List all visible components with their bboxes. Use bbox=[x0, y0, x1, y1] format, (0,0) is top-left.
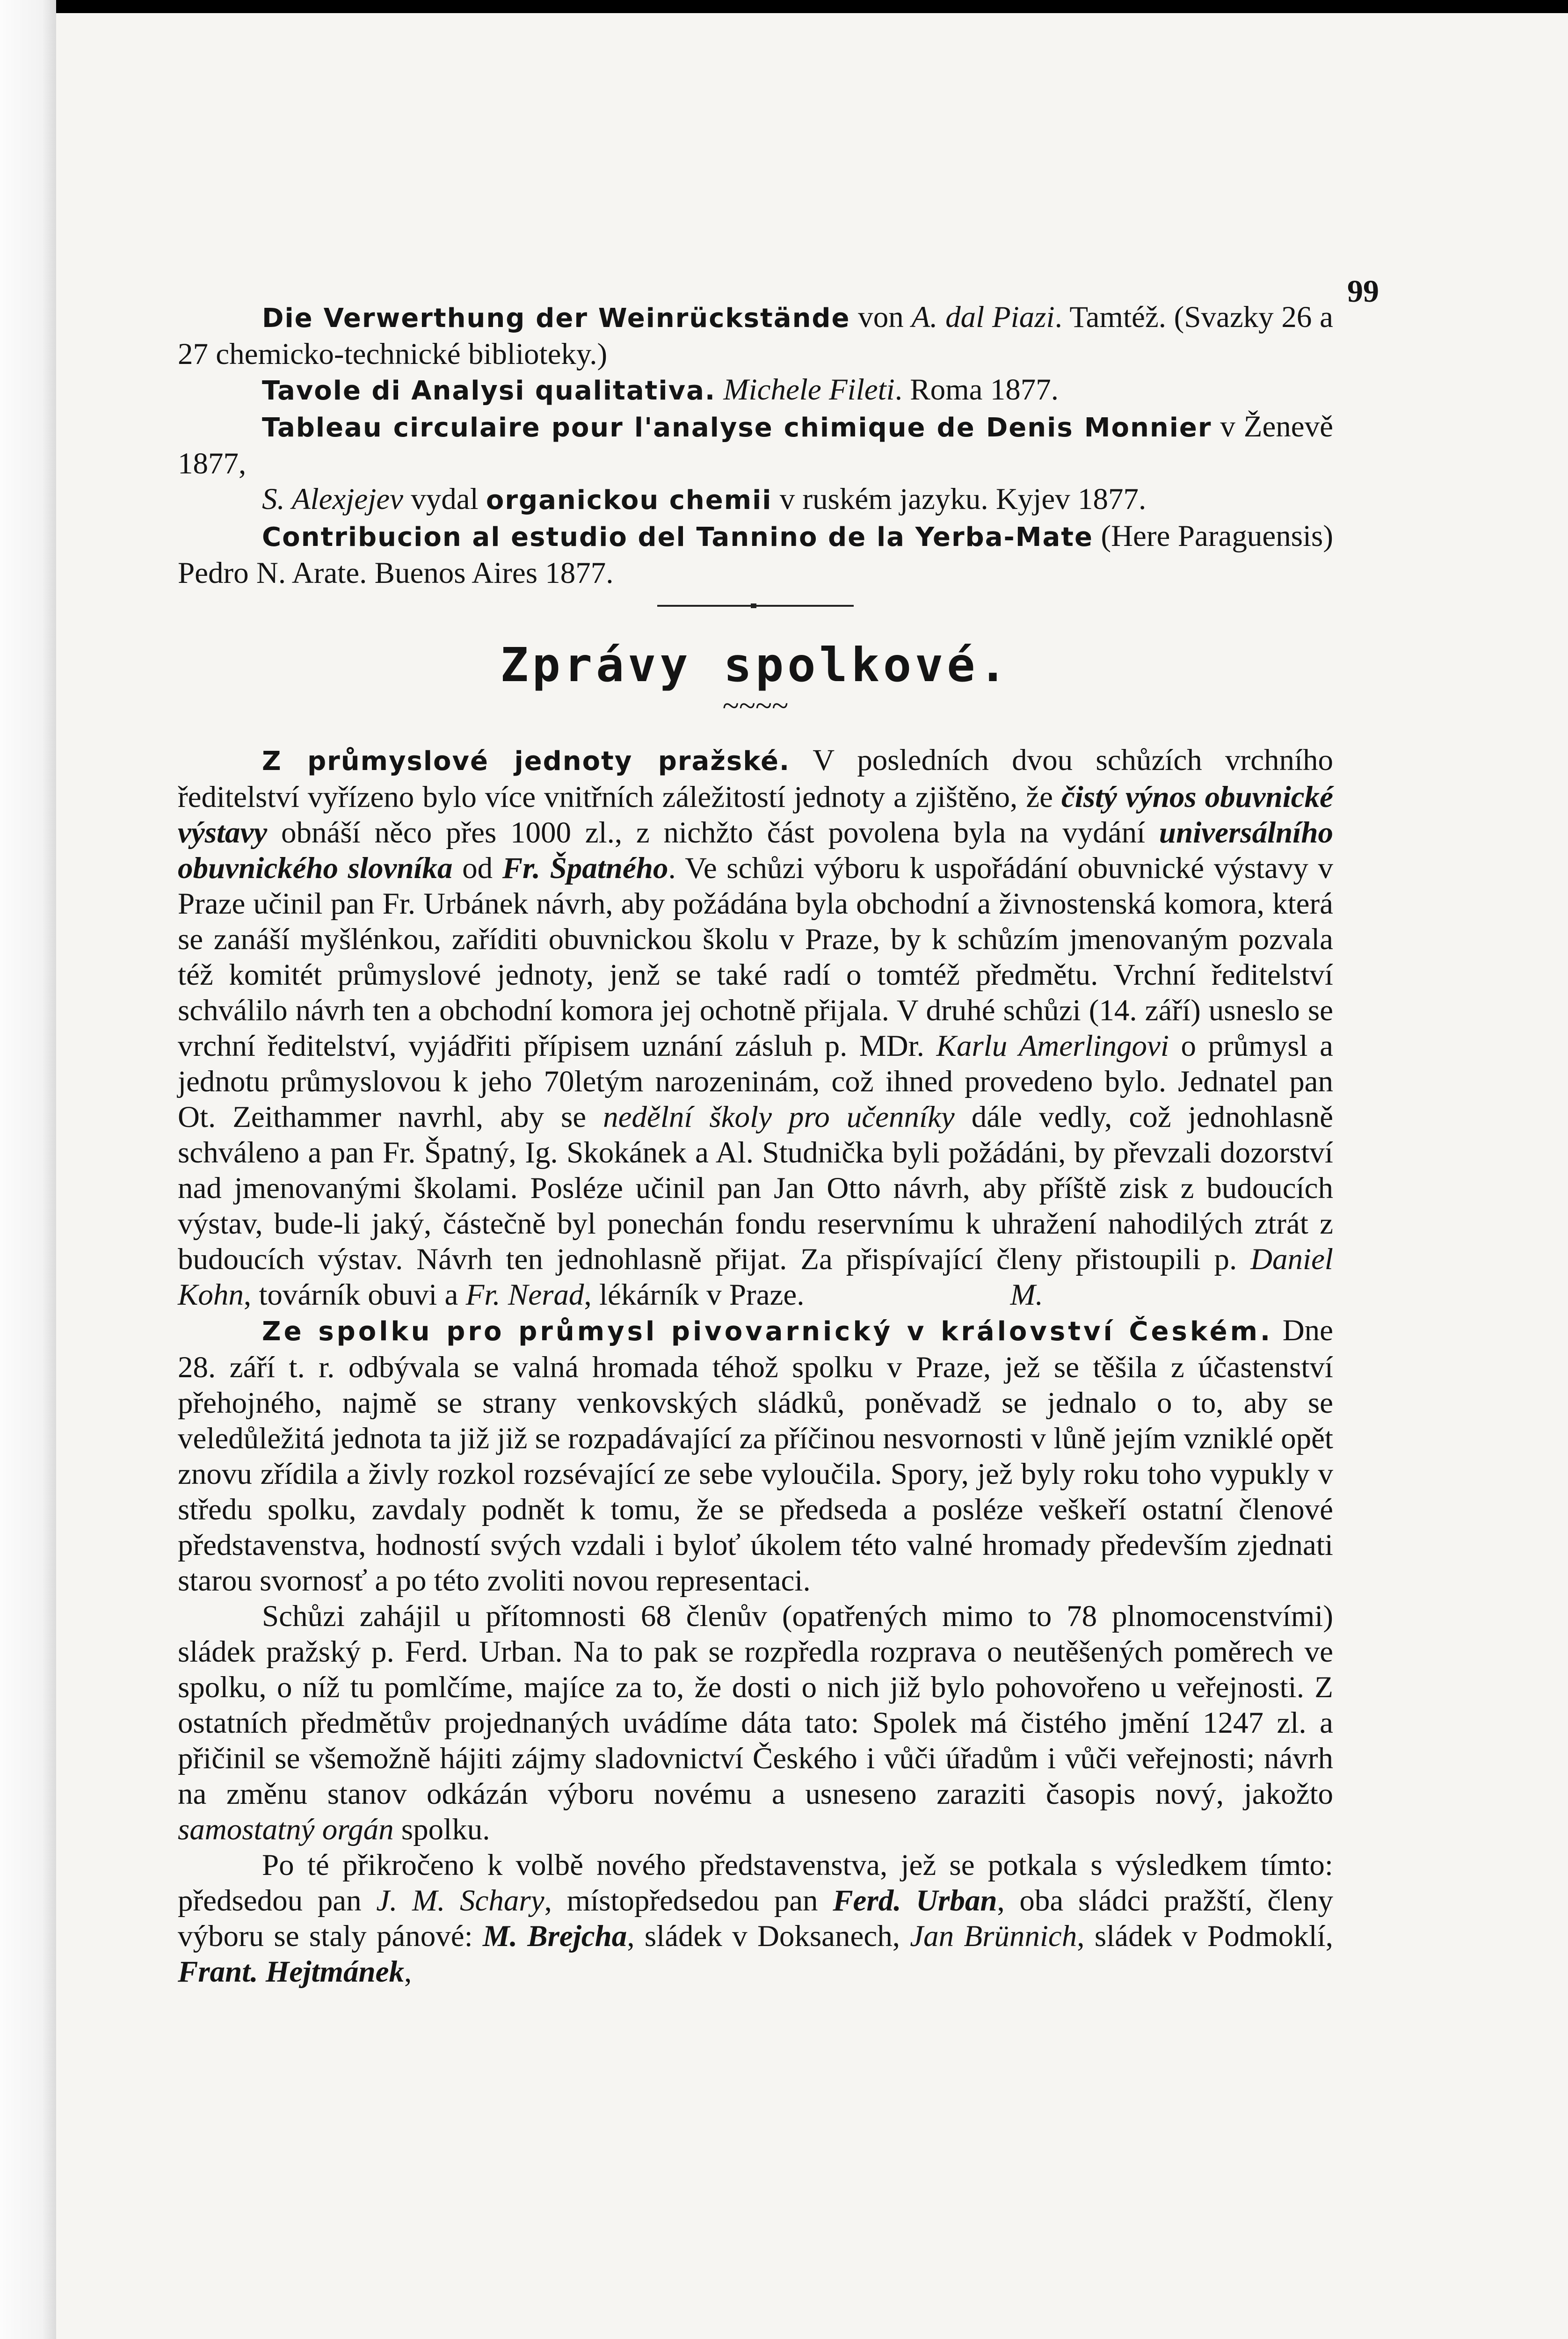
bibliography-entry bbox=[178, 518, 1333, 591]
text-run: v ruském jazyku. Kyjev 1877. bbox=[772, 482, 1147, 516]
text-run: . Ve schůzi výboru k uspořádání obuvnické výstavy v Praze učinil pan Fr. Urbánek návrh, aby požádána byla obchodní a živnostenská komora, která se zanáší myšlénkou, zaříditi obuvnickou školu v Praze, by k schůzím jmenovaným pozvala též komitét průmyslové jednoty, jenž se také radí o tomtéž předmětu. Vrchní ředitelství schválilo návrh ten a obchodní komora jej ochotně přijala. V druhé schůzi (14. září) usneslo se vrchní ředitelství, vyjádřiti přípisem uznání zásluh p. MDr. bbox=[178, 851, 1333, 1063]
text-run: , lékárník v Praze. bbox=[584, 1278, 805, 1312]
text-run: S. Alexjejev bbox=[262, 482, 403, 516]
text-run: M. Brejcha bbox=[482, 1919, 627, 1953]
text-run: Dne 28. září t. r. odbývala se valná hromada téhož spolku v Praze, jež se těšila z účastenství přehojného, najmě se strany venkovských sládků, poněvadž se jednalo o to, aby se veledůležitá jednota ta již již se rozpadávající za příčinou nesvornosti v lůně jejím vzniklé opět znovu zřídila a živly rozkol rozsévající ze sebe vyloučila. Spory, jež byly roku toho vypukly v středu spolku, zavdaly podnět k tomu, že se předseda a posléze veškeří ostatní členové představenstva, hodností svých vzdali i byloť úkolem této valné hromady především zjednati starou svornosť a po této zvoliti novou representaci. bbox=[178, 1314, 1333, 1598]
text-run: (Here Paraguensis) Pedro N. Arate. Buenos Aires 1877. bbox=[178, 519, 1333, 590]
text-run: , sládek v Doksanech, bbox=[627, 1919, 910, 1953]
page-content bbox=[178, 299, 1333, 1990]
text-run: A. dal Piazi bbox=[911, 300, 1055, 334]
paragraph bbox=[178, 1847, 1333, 1990]
text-run: dále vedly, což jednohlasně schváleno a pan Fr. Špatný, Ig. Skokánek a Al. Studnička byli požádáni, by převzali dozorství nad jmenovanými školami. Posléze učinil pan Jan Otto návrh, aby příště zisk z budoucích výstav, bude-li jaký, částečně byl ponechán fondu reservnímu k uhražení nahodilých ztrát z budoucích výstav. Návrh ten jednohlasně přijat. Za přispívající členy přistoupili p. bbox=[178, 1100, 1334, 1276]
text-run: , oba sládci pražští, členy výboru se staly pánové: bbox=[178, 1884, 1334, 1953]
text-run: Daniel Kohn bbox=[178, 1242, 1333, 1312]
text-run: Schůzi zahájil u přítomnosti 68 členův (opatřených mimo to 78 plnomocenstvími) sládek pražský p. Ferd. Urban. Na to pak se rozpředla rozprava o neutěšených poměrech ve spolku, o níž tu pomlčíme, majíce za to, že dosti o nich již bylo pohovořeno u veřejnosti. Z ostatních předmětův projednaných uvádíme dáta tato: Spolek má čistého jmění 1247 zl. a přičinil se všemožně hájiti zájmy sladovnictví Českého i vůči úřadům i vůči veřejnosti; návrh na změnu stanov odkázán výboru novému a usneseno zaraziti časopis nový, jakožto bbox=[178, 1599, 1333, 1811]
text-run bbox=[716, 373, 723, 407]
text-run: nedělní školy pro učenníky bbox=[603, 1100, 955, 1134]
paragraph bbox=[178, 742, 1333, 1313]
text-run: Karlu Amerlingovi bbox=[936, 1029, 1169, 1063]
section-title: Zprávy spolkové. bbox=[500, 638, 1011, 692]
text-run: Ze spolku pro průmysl pivovarnický v království Českém. bbox=[262, 1316, 1273, 1347]
text-run: Tableau circulaire pour l'analyse chimique de Denis Monnier bbox=[262, 413, 1212, 443]
text-run: V posledních dvou schůzích vrchního ředitelství vyřízeno bylo více vnitřních záležitostí jednoty a zjištěno, že bbox=[178, 743, 1333, 814]
bibliography-entry bbox=[178, 299, 1333, 372]
text-run: v Ženevě 1877, bbox=[178, 410, 1333, 480]
text-run: , sládek v Podmoklí, bbox=[1077, 1919, 1334, 1953]
text-run: samostatný orgán bbox=[178, 1813, 394, 1846]
text-run: spolku. bbox=[393, 1813, 490, 1846]
author-signature: M. bbox=[1010, 1278, 1043, 1312]
text-run: , místopředsedou pan bbox=[544, 1884, 833, 1918]
text-run: Tavole di Analysi qualitativa. bbox=[262, 376, 716, 406]
text-run: von bbox=[850, 300, 912, 334]
text-run: . Roma 1877. bbox=[894, 373, 1059, 407]
text-run: Michele Fileti bbox=[723, 373, 895, 407]
text-run: Z průmyslové jednoty pražské. bbox=[262, 746, 791, 777]
paragraph bbox=[178, 1598, 1333, 1847]
text-run: organickou chemii bbox=[486, 485, 772, 516]
ornament-squiggle: ~~~~ bbox=[722, 689, 789, 723]
text-run: . Tamtéž. (Svazky 26 a 27 chemicko-technické biblioteky.) bbox=[178, 300, 1333, 371]
bibliography-list bbox=[178, 299, 1333, 591]
text-run: Frant. Hejtmánek bbox=[178, 1955, 404, 1989]
section-divider bbox=[657, 605, 854, 607]
text-run: vydal bbox=[403, 482, 486, 516]
text-run: Po té přikročeno k volbě nového představenstva, jež se potkala s výsledkem tímto: předsedou pan bbox=[178, 1848, 1333, 1918]
bibliography-entry bbox=[178, 372, 1333, 409]
text-run: Fr. Špatného bbox=[502, 851, 668, 885]
text-run: J. M. Schary bbox=[376, 1884, 544, 1918]
paragraph bbox=[178, 1313, 1333, 1598]
bibliography-entry bbox=[178, 481, 1333, 518]
text-run: , bbox=[404, 1955, 412, 1989]
text-run: Fr. Nerad bbox=[465, 1278, 584, 1312]
text-run: , továrník obuvi a bbox=[243, 1278, 466, 1312]
text-run: obnáší něco přes 1000 zl., z nichžto část povolena byla na vydání bbox=[267, 816, 1159, 850]
article-body bbox=[178, 742, 1333, 1990]
bibliography-entry bbox=[178, 409, 1333, 481]
text-run: Die Verwerthung der Weinrückstände bbox=[262, 303, 850, 334]
text-run: od bbox=[452, 851, 502, 885]
text-run: čistý výnos obuvnické výstavy bbox=[178, 780, 1334, 850]
text-run: Contribucion al estudio del Tannino de la Yerba-Mate bbox=[262, 522, 1094, 552]
text-run: Ferd. Urban bbox=[833, 1884, 997, 1918]
text-run: universálního obuvnického slovníka bbox=[178, 816, 1333, 885]
text-run: Jan Brünnich bbox=[910, 1919, 1077, 1953]
page-number: 99 bbox=[1347, 273, 1379, 309]
text-run: o průmysl a jednotu průmyslovou k jeho 70letým narozeninám, což ihned provedeno bylo. Jednatel pan Ot. Zeithammer navrhl, aby se bbox=[178, 1029, 1333, 1134]
